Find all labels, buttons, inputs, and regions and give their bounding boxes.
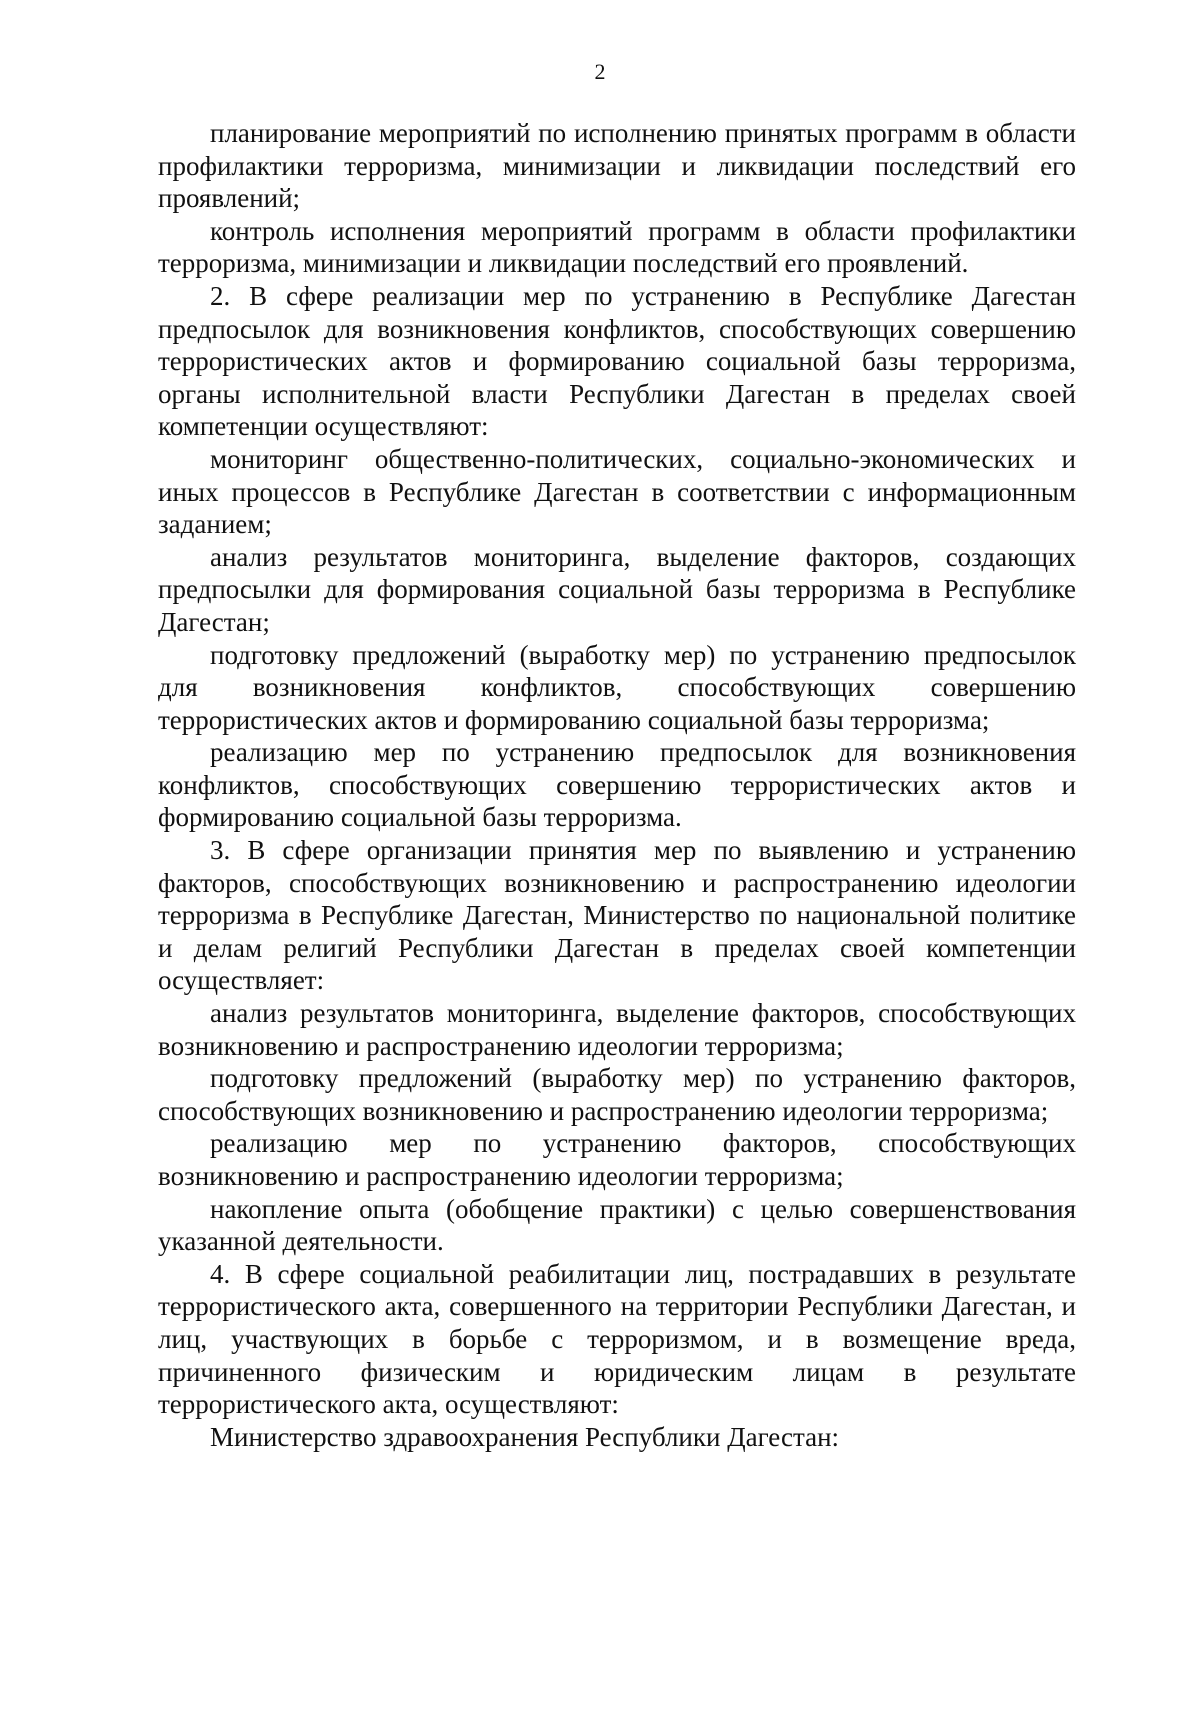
paragraph: 2. В сфере реализации мер по устранению в Республике Дагестан предпосылок для возникновения конфликтов, способствующих совершению террористических актов и формированию социальной базы терроризма, органы исполнительной власти Республики Дагестан в пределах своей компетенции осуществляют: xyxy=(158,280,1076,442)
paragraph: 3. В сфере организации принятия мер по выявлению и устранению факторов, способствующих возникновению и распространению идеологии терроризма в Республике Дагестан, Министерство по национальной политике и делам религий Республики Дагестан в пределах своей компетенции осуществляет: xyxy=(158,835,1076,996)
paragraph: накопление опыта (обобщение практики) с целью совершенствования указанной деятельности. xyxy=(158,1193,1076,1257)
paragraph: контроль исполнения мероприятий программ в области профилактики терроризма, минимизации и ликвидации последствий его проявлений. xyxy=(158,215,1076,279)
paragraph: 4. В сфере социальной реабилитации лиц, пострадавших в результате террористического акта, совершенного на территории Республики Дагестан, и лиц, участвующих в борьбе с терроризмом, и в возмещение вреда, причиненного физическим и юридическим лицам в результате террористического акта, осуществляют: xyxy=(158,1258,1076,1420)
paragraph: подготовку предложений (выработку мер) по устранению факторов, способствующих возникновению и распространению идеологии терроризма; xyxy=(158,1063,1076,1126)
document-body xyxy=(158,117,1076,1453)
paragraph: Министерство здравоохранения Республики Дагестан: xyxy=(210,1421,840,1452)
paragraph: анализ результатов мониторинга, выделение факторов, создающих предпосылки для формирования социальной базы терроризма в Республике Дагестан; xyxy=(158,541,1076,637)
page-number: 2 xyxy=(594,59,606,84)
paragraph: подготовку предложений (выработку мер) по устранению предпосылок для возникновения конфликтов, способствующих совершению террористических актов и формированию социальной базы терроризма; xyxy=(158,639,1076,735)
paragraph: реализацию мер по устранению факторов, способствующих возникновению и распространению идеологии терроризма; xyxy=(158,1128,1076,1191)
paragraph: планирование мероприятий по исполнению принятых программ в области профилактики терроризма, минимизации и ликвидации последствий его проявлений; xyxy=(158,118,1076,214)
paragraph: мониторинг общественно-политических, социально-экономических и иных процессов в Республике Дагестан в соответствии с информационным заданием; xyxy=(158,443,1076,540)
paragraph: реализацию мер по устранению предпосылок для возникновения конфликтов, способствующих совершению террористических актов и формированию социальной базы терроризма. xyxy=(158,737,1076,833)
paragraph: анализ результатов мониторинга, выделение факторов, способствующих возникновению и распространению идеологии терроризма; xyxy=(158,998,1076,1061)
